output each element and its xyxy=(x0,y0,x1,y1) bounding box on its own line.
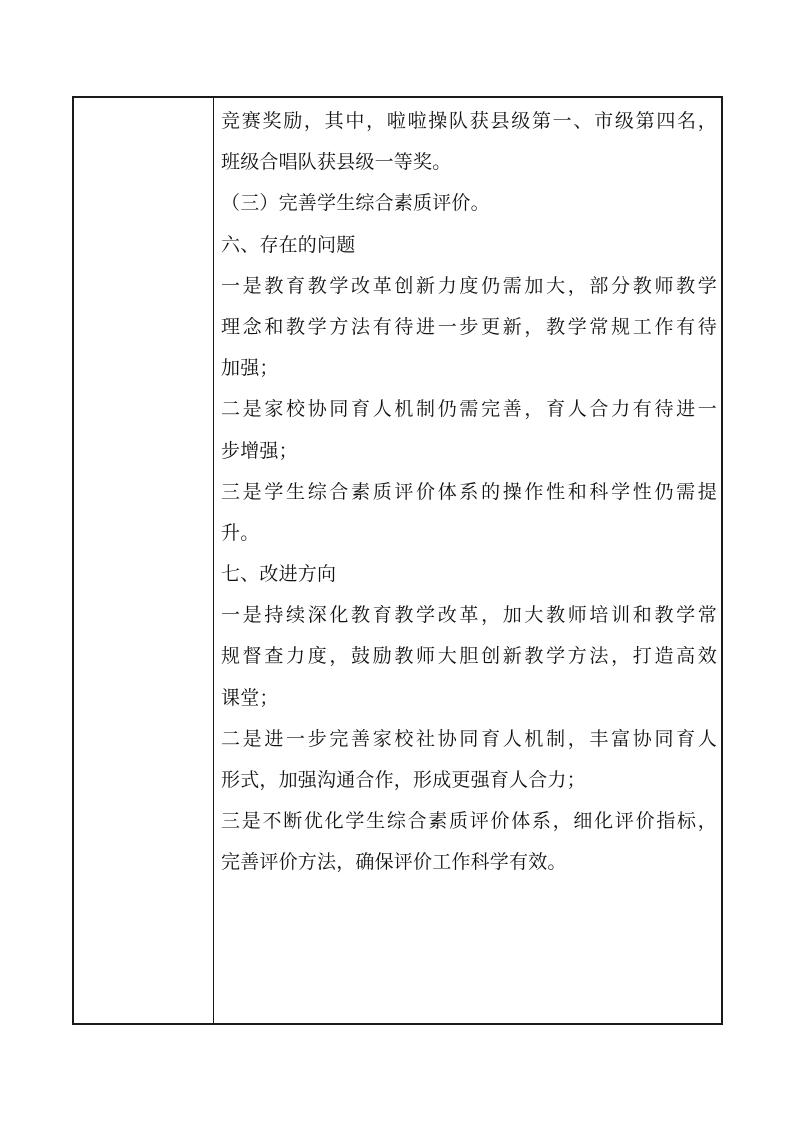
text-line: 二是进一步完善家校社协同育人机制，丰富协同育人 xyxy=(221,727,717,750)
text-line: 理念和教学方法有待进一步更新，教学常规工作有待 xyxy=(221,315,717,338)
text-line: 课堂； xyxy=(221,686,279,709)
table-label-column xyxy=(74,98,214,1023)
table-content-column xyxy=(221,101,717,884)
section-heading-problems: 六、存在的问题 xyxy=(221,233,356,256)
text-line: 二是家校协同育人机制仍需完善，育人合力有待进一 xyxy=(221,398,717,421)
text-line: 三是不断优化学生综合素质评价体系，细化评价指标， xyxy=(221,810,717,833)
section-subheading: （三）完善学生综合素质评价。 xyxy=(221,192,490,215)
text-line: 班级合唱队获县级一等奖。 xyxy=(221,151,452,174)
text-line: 加强； xyxy=(221,357,279,380)
text-line: 竞赛奖励，其中，啦啦操队获县级第一、市级第四名， xyxy=(221,110,717,132)
section-heading-improvements: 七、改进方向 xyxy=(221,563,337,586)
text-line: 升。 xyxy=(221,521,260,544)
text-line: 一是教育教学改革创新力度仍需加大，部分教师教学 xyxy=(221,274,717,297)
report-table xyxy=(72,96,723,1025)
text-line: 三是学生综合素质评价体系的操作性和科学性仍需提 xyxy=(221,480,717,503)
text-line: 规督查力度，鼓励教师大胆创新教学方法，打造高效 xyxy=(221,645,717,668)
text-line: 步增强； xyxy=(221,439,298,462)
text-line: 完善评价方法，确保评价工作科学有效。 xyxy=(221,851,567,874)
text-line: 一是持续深化教育教学改革，加大教师培训和教学常 xyxy=(221,604,717,627)
text-line: 形式，加强沟通合作，形成更强育人合力； xyxy=(221,769,586,791)
